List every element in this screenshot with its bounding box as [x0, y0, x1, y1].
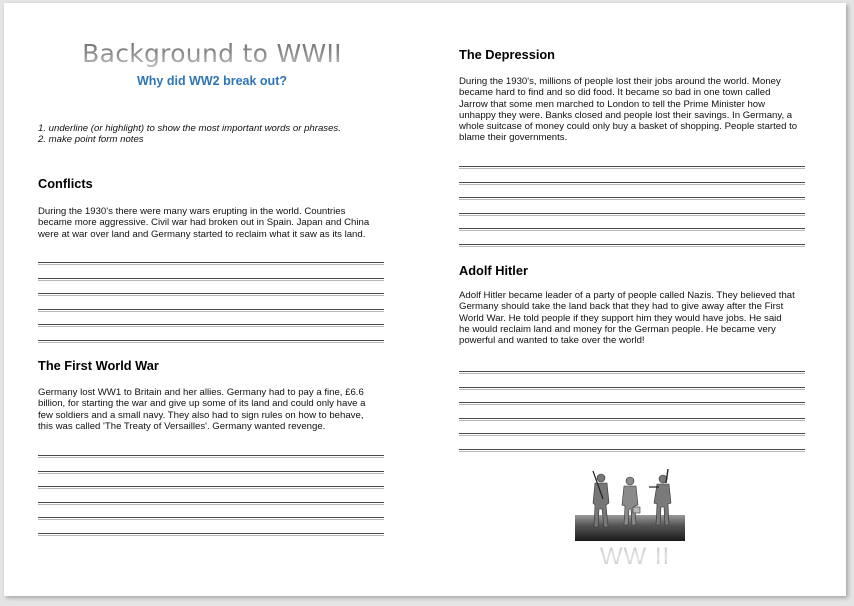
worksheet-title: Background to WWII: [4, 39, 420, 69]
answer-line[interactable]: [459, 197, 805, 200]
worksheet-subtitle: Why did WW2 break out?: [137, 74, 287, 88]
answer-line[interactable]: [459, 371, 805, 374]
text-line: unhappy they were. Banks closed and people lost their savings. In Germany, a: [459, 109, 793, 121]
text-line: this was called 'The Treaty of Versailles'. Germany wanted revenge.: [38, 420, 326, 432]
answer-line[interactable]: [459, 244, 805, 247]
answer-line[interactable]: [38, 324, 384, 327]
worksheet-page: [4, 3, 846, 596]
answer-line[interactable]: [38, 486, 384, 489]
text-line: During the 1930's, millions of people lost their jobs around the world. Money: [459, 76, 781, 87]
text-line: became hard to find and so did food. It became so bad in one town called: [459, 87, 771, 99]
ww2-caption: WW II: [565, 544, 705, 570]
answer-line[interactable]: [38, 340, 384, 343]
answer-line[interactable]: [38, 293, 384, 296]
text-line: billion, for starting the war and give up some of its land and could only have a: [38, 398, 366, 410]
answer-line[interactable]: [38, 309, 384, 312]
soldiers-image: [575, 469, 685, 541]
answer-line[interactable]: [38, 517, 384, 520]
first-world-war-heading: The First World War: [38, 358, 159, 373]
answer-line[interactable]: [459, 387, 805, 390]
answer-line[interactable]: [459, 182, 805, 185]
answer-line[interactable]: [38, 278, 384, 281]
text-line: During the 1930's there were many wars erupting in the world. Countries: [38, 206, 346, 217]
text-line: he would reclaim land and money for the German people. He became very: [459, 323, 776, 335]
text-line: Adolf Hitler became leader of a party of people called Nazis. They believed that: [459, 290, 795, 301]
conflicts-answer-lines[interactable]: [38, 262, 384, 355]
answer-line[interactable]: [459, 449, 805, 452]
answer-line[interactable]: [38, 502, 384, 505]
text-line: Germany lost WW1 to Britain and her allies. Germany had to pay a fine, £6.6: [38, 387, 364, 398]
first-world-war-text: [38, 387, 390, 432]
depression-text: [459, 76, 815, 144]
text-line: became more aggressive. Civil war had broken out in Spain. Japan and China: [38, 217, 370, 229]
text-line: Germany should take the land back that they had to give away after the First: [459, 301, 784, 313]
instruction-1: 1. underline (or highlight) to show the most important words or phrases.: [38, 123, 341, 134]
answer-line[interactable]: [38, 455, 384, 458]
depression-answer-lines[interactable]: [459, 166, 805, 259]
answer-line[interactable]: [459, 402, 805, 405]
text-line: whole suitcase of money could only buy a basket of shopping. People started to: [459, 121, 798, 133]
answer-line[interactable]: [459, 228, 805, 231]
hitler-answer-lines[interactable]: [459, 371, 805, 464]
answer-line[interactable]: [459, 166, 805, 169]
answer-line[interactable]: [459, 433, 805, 436]
answer-line[interactable]: [38, 533, 384, 536]
conflicts-heading: Conflicts: [38, 176, 93, 191]
hitler-text: [459, 290, 815, 346]
text-line: blame their governments.: [459, 132, 568, 144]
first-world-war-answer-lines[interactable]: [38, 455, 384, 548]
text-line: powerful and wanted to take over the world!: [459, 335, 645, 347]
hitler-heading: Adolf Hitler: [459, 263, 528, 278]
answer-line[interactable]: [38, 262, 384, 265]
text-line: World War. He told people if they support him they would have jobs. He said: [459, 312, 782, 324]
text-line: Jarrow that some men marched to London to tell the Prime Minister how: [459, 98, 766, 110]
answer-line[interactable]: [38, 471, 384, 474]
text-line: few soldiers and a small navy. They also had to sign rules on how to behave,: [38, 409, 364, 421]
conflicts-text: [38, 206, 390, 240]
depression-heading: The Depression: [459, 47, 556, 62]
answer-line[interactable]: [459, 213, 805, 216]
answer-line[interactable]: [459, 418, 805, 421]
text-line: were at war over land and Germany started to reclaim what it saw as its land.: [38, 228, 366, 240]
instructions: [38, 123, 341, 145]
instruction-2: 2. make point form notes: [38, 134, 144, 145]
